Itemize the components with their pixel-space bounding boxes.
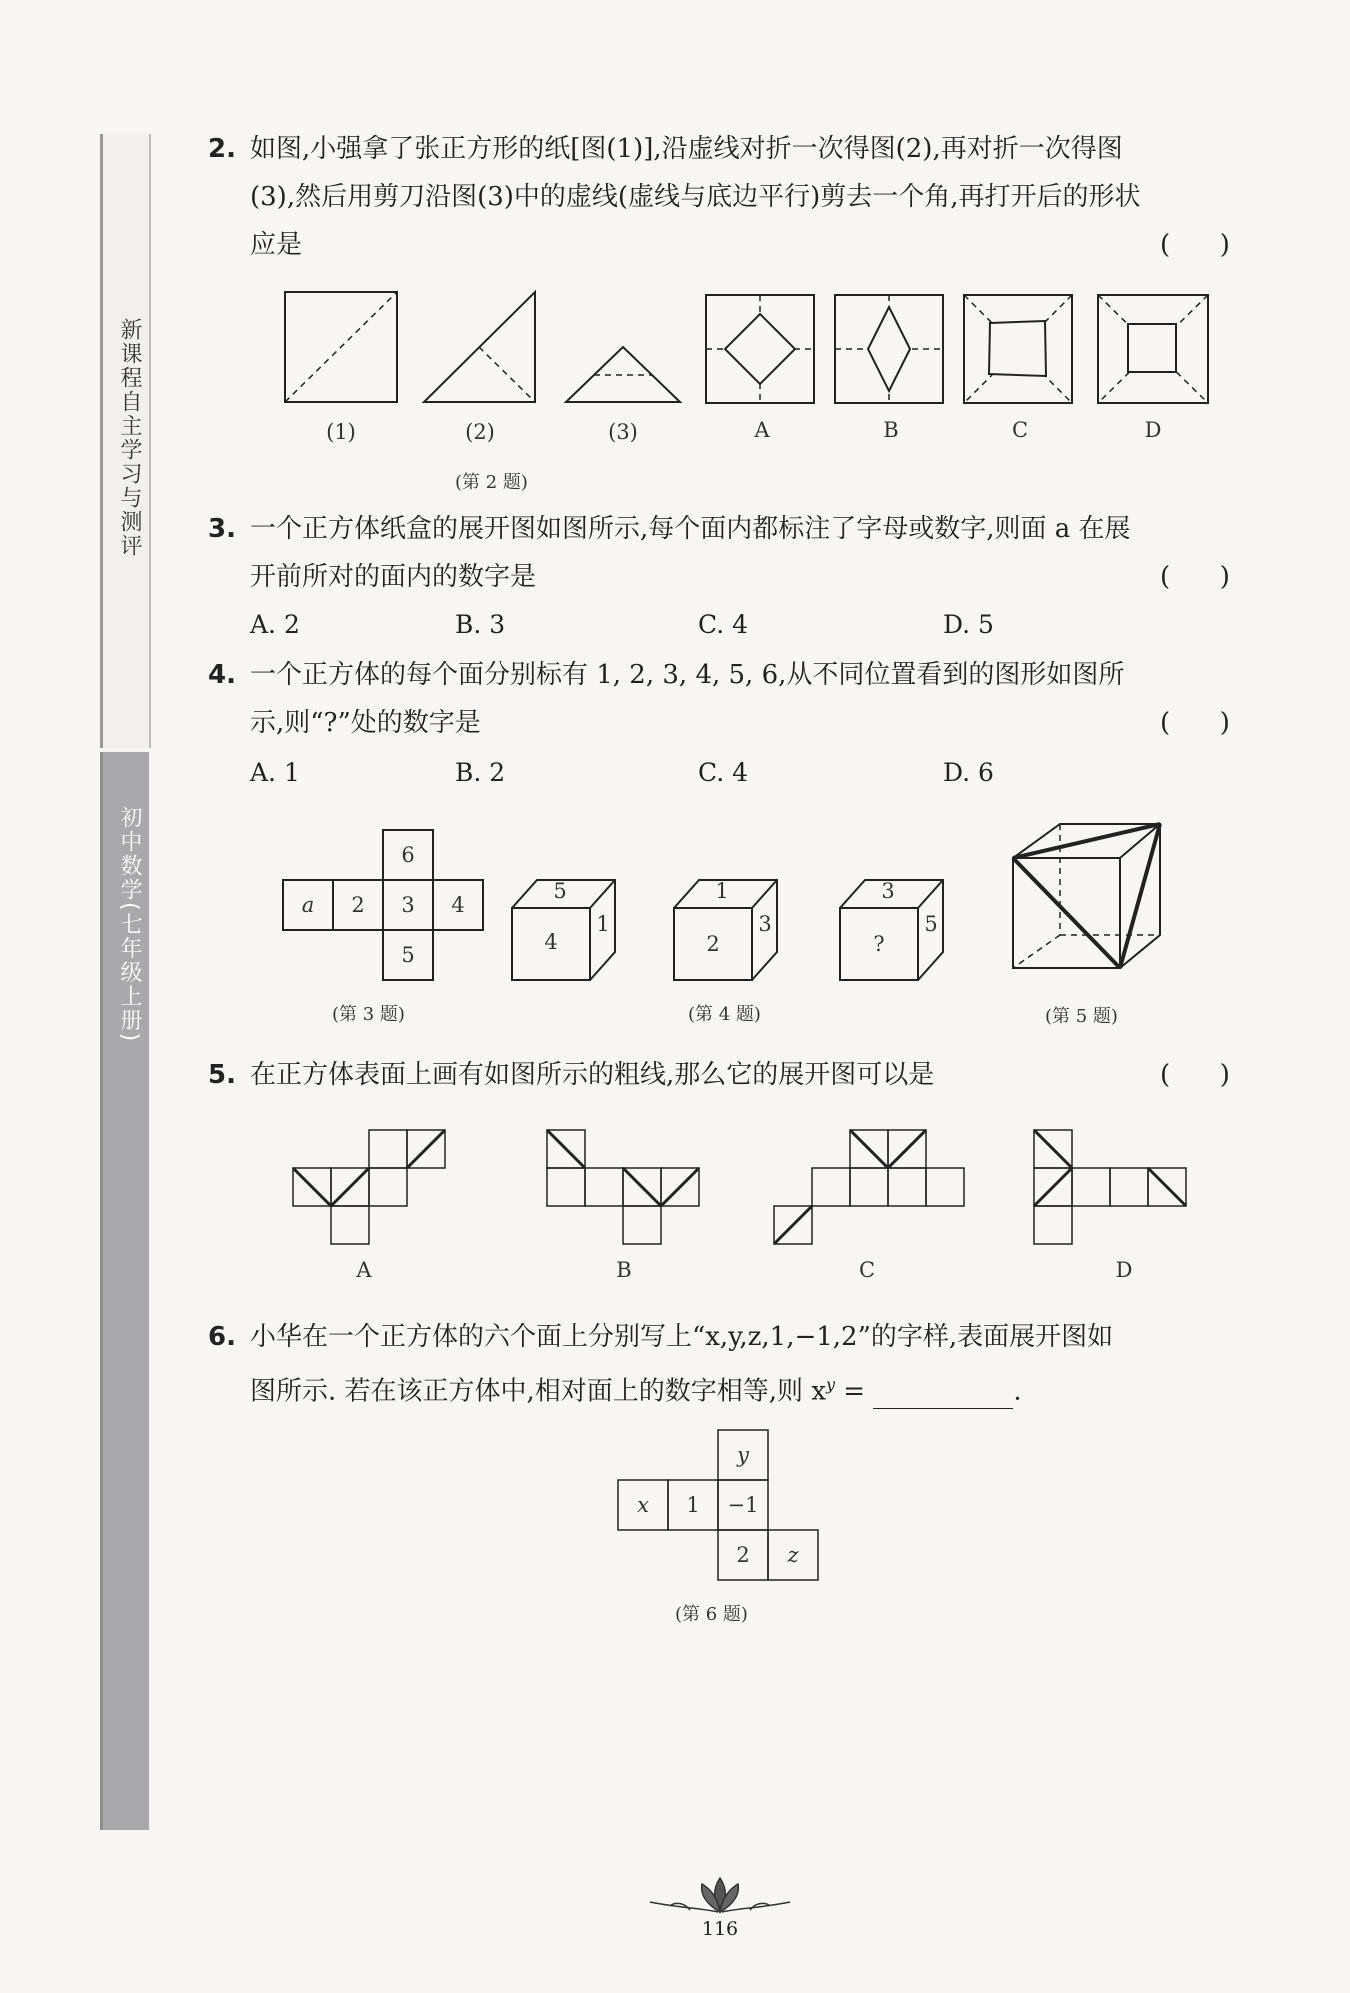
page-number: 116 [701,1918,739,1940]
footer-ornament-icon [640,1872,800,1922]
q3-option-a: A. 2 [250,610,300,639]
q3-option-c: C. 4 [698,610,749,639]
q4-option-c: C. 4 [698,758,749,787]
q6-text-2: 图所示. 若在该正方体中,相对面上的数字相等,则 x [250,1376,826,1407]
q4-cube3-top: 3 [881,879,895,903]
q4-cube3-front: ? [873,932,885,956]
q5-label-c: C [858,1258,876,1282]
q3-option-d: D. 5 [943,610,994,639]
q6-net-face-2: 2 [736,1543,750,1567]
q3-line2: 开前所对的面内的数字是 [250,562,537,592]
q2-label-3: (3) [608,420,638,444]
q6-net-face-x: x [637,1493,649,1517]
q2-label-b: B [883,418,899,442]
q5-text-1: 在正方体表面上画有如图所示的粗线,那么它的展开图可以是 [249,1060,935,1090]
q3-caption: (第 3 题) [332,1004,405,1025]
q6-equals: = [835,1376,874,1407]
q3-answer-paren: ( ) [1160,562,1230,592]
q5-label-a: A [356,1258,372,1282]
q4-cube2-top: 1 [715,879,729,903]
q3-text-1: 一个正方体纸盒的展开图如图所示,每个面内都标注了字母或数字,则面 a 在展 [249,514,1131,544]
q6-net-face-neg1: −1 [727,1493,759,1517]
q3-net-face-3: 3 [401,893,415,917]
q6-period: . [1013,1376,1022,1407]
q2-label-2: (2) [465,420,495,444]
q6-exponent: y [826,1375,836,1394]
q3-net-face-4: 4 [451,893,465,917]
q3-net-face-5: 5 [401,943,415,967]
q4-cube1-front: 4 [544,930,558,954]
q5-label-d: D [1115,1258,1133,1282]
q4-caption: (第 4 题) [688,1004,761,1025]
q2-text-1: 如图,小强拿了张正方形的纸[图(1)],沿虚线对折一次得图(2),再对折一次得图 [249,134,1123,164]
q4-text-1: 一个正方体的每个面分别标有 1, 2, 3, 4, 5, 6,从不同位置看到的图形如图所 [249,660,1125,690]
q2-line3: 应是 [250,230,303,260]
q2-line2: (3),然后用剪刀沿图(3)中的虚线(虚线与底边平行)剪去一个角,再打开后的形状 [250,182,1141,212]
series-title: 新课程自主学习与测评 [117,318,142,558]
q4-option-a: A. 1 [250,758,300,787]
q6-text-1: 小华在一个正方体的六个面上分别写上“x,y,z,1,−1,2”的字样,表面展开图如 [249,1322,1114,1352]
q5-label-b: B [616,1258,632,1282]
q3-option-b: B. 3 [455,610,506,639]
q2-label-a: A [754,418,770,442]
q4-cube2-side: 3 [758,912,772,936]
q2-label-d: D [1144,418,1162,442]
q4-cube2-front: 2 [706,932,720,956]
q3-net-face-2: 2 [351,893,365,917]
q6-number: 6. [208,1322,236,1352]
q4-answer-paren: ( ) [1160,708,1230,738]
q5-figure-caption: (第 5 题) [1045,1006,1118,1027]
q2-label-1: (1) [326,420,356,444]
q2-label-c: C [1011,418,1029,442]
q4-number: 4. [208,660,236,690]
q2-number: 2. [208,134,236,164]
q3-net-face-a: a [301,893,315,917]
q4-cube1-top: 5 [553,879,567,903]
q2-caption: (第 2 题) [455,472,528,493]
q2-answer-paren: ( ) [1160,230,1230,260]
q6-net-face-1: 1 [686,1493,700,1517]
q4-line2: 示,则“?”处的数字是 [250,708,481,738]
q3-net-face-6: 6 [401,843,415,867]
q4-cube1-side: 1 [596,912,610,936]
book-title: 初中数学(七年级上册) [117,806,142,1044]
q6-net-face-z: z [787,1543,799,1567]
q6-net-face-y: y [737,1443,749,1467]
q5-number: 5. [208,1060,236,1090]
q5-answer-paren: ( ) [1160,1060,1230,1090]
q4-option-d: D. 6 [943,758,994,787]
q6-caption: (第 6 题) [675,1604,748,1625]
q4-option-b: B. 2 [455,758,506,787]
q4-cube3-side: 5 [924,912,938,936]
q3-number: 3. [208,514,236,544]
